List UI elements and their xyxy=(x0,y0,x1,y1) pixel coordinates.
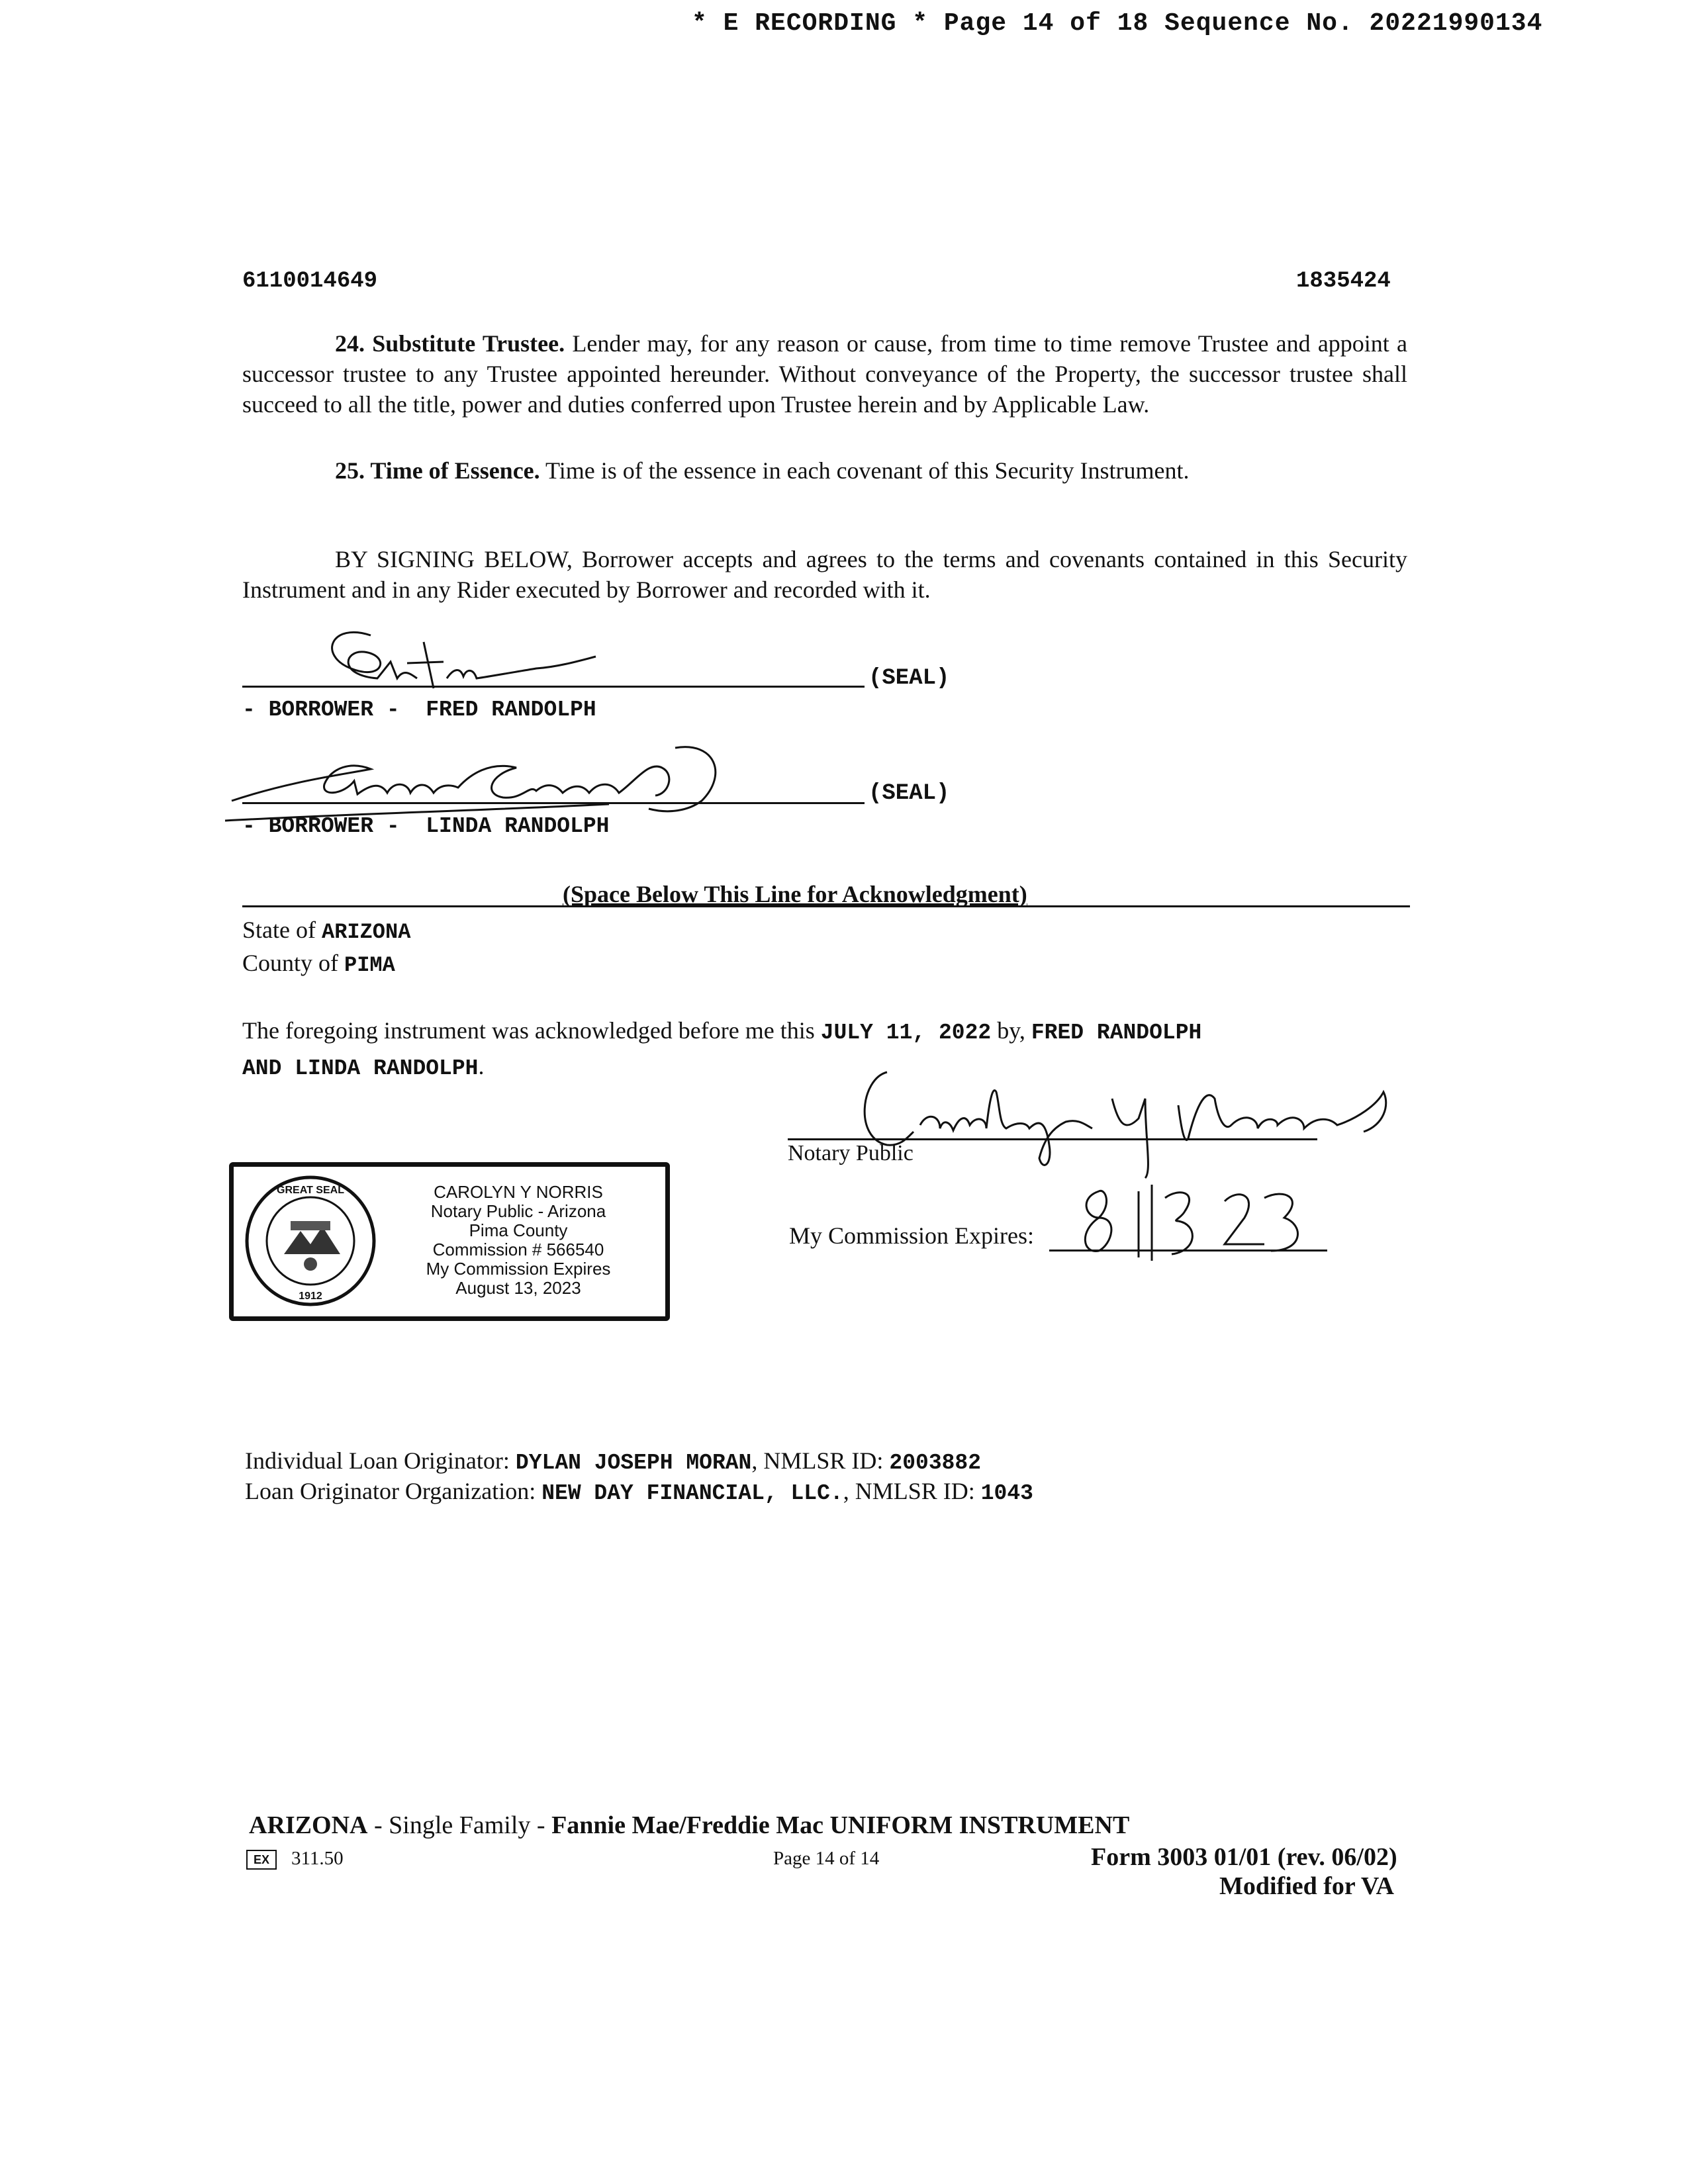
by-signing-paragraph xyxy=(242,544,1407,605)
individual-id: 2003882 xyxy=(889,1451,982,1475)
min-number: 1835424 xyxy=(1296,269,1391,294)
ack-period: . xyxy=(478,1053,485,1079)
stamp-expires-date: August 13, 2023 xyxy=(455,1278,581,1298)
commission-expires-label: My Commission Expires: xyxy=(789,1222,1035,1249)
org-originator-name: NEW DAY FINANCIAL, LLC. xyxy=(541,1481,843,1506)
stamp-expires-label: My Commission Expires xyxy=(426,1259,611,1279)
state-value: ARIZONA xyxy=(321,920,411,944)
borrower2-seal-label: (SEAL) xyxy=(868,781,950,806)
section-24-body: Lender may, for any reason or cause, from time to time remove Trustee and appoint a successor trustee to any Trustee appointed hereunder. Without conveyance of the Property, the successor trustee shall succeed to all the title, power and duties conferred upon Trustee herein and by Applicable Law. xyxy=(242,330,1408,418)
footer-modified: Modified for VA xyxy=(1219,1872,1394,1900)
section-24 xyxy=(242,328,1407,420)
footer-code: 311.50 xyxy=(291,1848,344,1869)
footer-form: Form 3003 01/01 (rev. 06/02) xyxy=(1091,1843,1397,1871)
borrower2-caption: - BORROWER - LINDA RANDOLPH xyxy=(242,814,610,839)
by-signing-text: BY SIGNING BELOW, Borrower accepts and agrees to the terms and covenants contained in this Security Instrument and in any Rider executed by Borrower and recorded with it. xyxy=(242,546,1407,603)
footer-state: ARIZONA xyxy=(249,1811,368,1839)
svg-text:GREAT SEAL: GREAT SEAL xyxy=(277,1185,344,1196)
individual-originator-label: Individual Loan Originator: xyxy=(245,1447,516,1474)
notary-handwritten-signature xyxy=(834,1059,1470,1191)
org-id-label: , NMLSR ID: xyxy=(843,1478,981,1504)
ack-date: JULY 11, 2022 xyxy=(820,1021,992,1045)
stamp-commission-number: Commission # 566540 xyxy=(432,1240,604,1259)
ack-by: by, xyxy=(991,1017,1031,1044)
commission-expiration-handwritten xyxy=(1072,1178,1324,1264)
svg-text:1912: 1912 xyxy=(299,1291,322,1302)
borrower1-caption: - BORROWER - FRED RANDOLPH xyxy=(242,698,596,722)
acknowledgment-divider-label: (Space Below This Line for Acknowledgment) xyxy=(563,881,1027,907)
state-label: State of xyxy=(242,917,322,943)
county-value: PIMA xyxy=(344,953,395,978)
notary-stamp xyxy=(229,1162,670,1321)
borrower1-seal-label: (SEAL) xyxy=(868,666,950,691)
stamp-text xyxy=(386,1183,651,1298)
organization-originator-line xyxy=(245,1477,1033,1506)
ack-names-1: FRED RANDOLPH xyxy=(1031,1021,1202,1045)
ex-icon: EX xyxy=(246,1850,277,1870)
section-25-title: 25. Time of Essence. xyxy=(335,457,540,484)
section-24-title: 24. Substitute Trustee. xyxy=(335,330,565,357)
borrower1-handwritten-signature xyxy=(291,615,662,702)
footer-instrument-line xyxy=(249,1811,1129,1840)
ack-names-2: AND LINDA RANDOLPH xyxy=(242,1056,479,1081)
footer-sep: - Single Family - xyxy=(367,1811,552,1839)
org-originator-label: Loan Originator Organization: xyxy=(245,1478,542,1504)
ack-prefix: The foregoing instrument was acknowledged before me this xyxy=(242,1017,821,1044)
county-label: County of xyxy=(242,950,345,976)
section-25 xyxy=(242,455,1407,486)
recording-header: * E RECORDING * Page 14 of 18 Sequence No. 20221990134 xyxy=(692,9,1543,38)
county-line xyxy=(242,949,395,978)
state-line xyxy=(242,916,410,944)
loan-number: 6110014649 xyxy=(242,269,378,294)
section-25-body: Time is of the essence in each covenant of this Security Instrument. xyxy=(545,457,1190,484)
individual-id-label: , NMLSR ID: xyxy=(751,1447,890,1474)
stamp-name: CAROLYN Y NORRIS xyxy=(434,1182,603,1202)
org-id: 1043 xyxy=(980,1481,1033,1506)
notary-public-label: Notary Public xyxy=(788,1141,914,1165)
stamp-county: Pima County xyxy=(469,1220,568,1240)
individual-originator-line xyxy=(245,1447,981,1475)
individual-originator-name: DYLAN JOSEPH MORAN xyxy=(515,1451,752,1475)
footer-instrument: Fannie Mae/Freddie Mac UNIFORM INSTRUMENT xyxy=(551,1811,1130,1839)
arizona-state-seal-icon xyxy=(244,1175,377,1307)
footer-page: Page 14 of 14 xyxy=(773,1848,880,1869)
stamp-title: Notary Public - Arizona xyxy=(430,1201,606,1221)
